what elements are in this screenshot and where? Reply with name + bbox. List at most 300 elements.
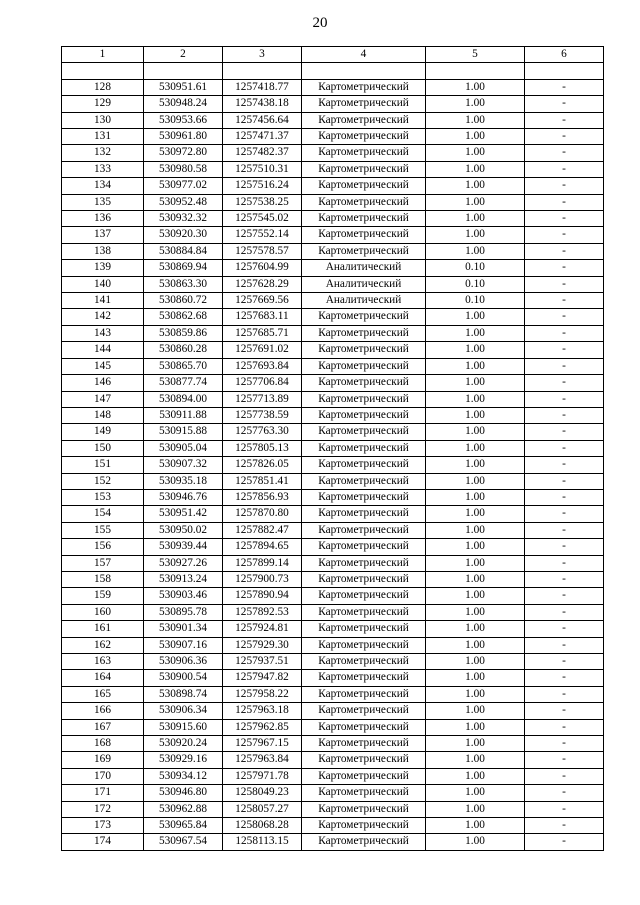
table-cell: Картометрический (302, 686, 426, 702)
table-cell: Картометрический (302, 768, 426, 784)
table-cell: Картометрический (302, 407, 426, 423)
table-cell: 1.00 (426, 489, 525, 505)
table-cell: 129 (62, 96, 144, 112)
table-cell: 1.00 (426, 407, 525, 423)
table-cell: 1257937.51 (223, 654, 302, 670)
table-cell: 1257545.02 (223, 211, 302, 227)
table-cell: - (525, 571, 604, 587)
table-cell: - (525, 375, 604, 391)
table-cell: 168 (62, 736, 144, 752)
table-cell: 1258113.15 (223, 834, 302, 850)
table-cell: - (525, 161, 604, 177)
table-cell: Картометрический (302, 604, 426, 620)
table-cell: 530907.32 (144, 457, 223, 473)
table-cell: 1.00 (426, 719, 525, 735)
table-row (62, 293, 604, 309)
table-cell: 1.00 (426, 178, 525, 194)
table-cell: 1257892.53 (223, 604, 302, 620)
table-row (62, 834, 604, 850)
table-cell: 0.10 (426, 276, 525, 292)
table-cell: - (525, 325, 604, 341)
table-row (62, 145, 604, 161)
table-cell: 530920.30 (144, 227, 223, 243)
table-cell: 1257890.94 (223, 588, 302, 604)
table-cell: Картометрический (302, 801, 426, 817)
table-cell: 1.00 (426, 325, 525, 341)
table-cell: 1257471.37 (223, 129, 302, 145)
table-cell: 1257578.57 (223, 243, 302, 259)
table-cell: 530953.66 (144, 112, 223, 128)
table-row (62, 768, 604, 784)
table-cell: 1257963.18 (223, 703, 302, 719)
table-cell: Картометрический (302, 506, 426, 522)
table-cell: 1257538.25 (223, 194, 302, 210)
table-cell: - (525, 276, 604, 292)
table-cell: 1257899.14 (223, 555, 302, 571)
column-header: 1 (62, 47, 144, 63)
table-row (62, 375, 604, 391)
table-cell: 530977.02 (144, 178, 223, 194)
table-cell: 154 (62, 506, 144, 522)
table-row (62, 391, 604, 407)
table-cell: 530906.36 (144, 654, 223, 670)
table-cell: 1.00 (426, 211, 525, 227)
table-cell: 1257418.77 (223, 79, 302, 95)
table-row (62, 440, 604, 456)
table-cell: - (525, 457, 604, 473)
table-cell: 166 (62, 703, 144, 719)
table-cell: 1257693.84 (223, 358, 302, 374)
table-cell: 530950.02 (144, 522, 223, 538)
table-cell: 530934.12 (144, 768, 223, 784)
table-cell: - (525, 539, 604, 555)
table-cell: 530900.54 (144, 670, 223, 686)
table-cell: - (525, 440, 604, 456)
table-cell: 1257929.30 (223, 637, 302, 653)
table-row (62, 736, 604, 752)
table-cell: - (525, 194, 604, 210)
column-header: 5 (426, 47, 525, 63)
table-cell: 1.00 (426, 654, 525, 670)
table-cell: 1.00 (426, 703, 525, 719)
table-cell: 136 (62, 211, 144, 227)
table-row (62, 243, 604, 259)
table-cell: 1257738.59 (223, 407, 302, 423)
table-cell: 1.00 (426, 670, 525, 686)
table-cell: 1257958.22 (223, 686, 302, 702)
table-cell: 1257706.84 (223, 375, 302, 391)
table-cell: Картометрический (302, 539, 426, 555)
page-number: 20 (312, 15, 328, 31)
table-cell: 172 (62, 801, 144, 817)
table-cell: 1.00 (426, 96, 525, 112)
table-cell: 1.00 (426, 785, 525, 801)
table-cell: 530898.74 (144, 686, 223, 702)
table-cell: 1257691.02 (223, 342, 302, 358)
table-cell: Картометрический (302, 129, 426, 145)
table-cell: 530961.80 (144, 129, 223, 145)
table-cell: - (525, 342, 604, 358)
table-cell: 1.00 (426, 457, 525, 473)
table-cell: 164 (62, 670, 144, 686)
table-cell: 133 (62, 161, 144, 177)
table-cell: - (525, 145, 604, 161)
table-cell: - (525, 424, 604, 440)
table-cell: 135 (62, 194, 144, 210)
table-cell: - (525, 637, 604, 653)
table-cell: 1.00 (426, 621, 525, 637)
table-cell: 1257971.78 (223, 768, 302, 784)
table-cell: - (525, 555, 604, 571)
table-cell: 530907.16 (144, 637, 223, 653)
table-cell: 1257685.71 (223, 325, 302, 341)
table-cell: 530860.28 (144, 342, 223, 358)
table-cell: Аналитический (302, 260, 426, 276)
table-cell: 530905.04 (144, 440, 223, 456)
table-cell: 530920.24 (144, 736, 223, 752)
table-cell: 530884.84 (144, 243, 223, 259)
table-cell: 1257894.65 (223, 539, 302, 555)
table-cell: Картометрический (302, 621, 426, 637)
table-body (62, 63, 604, 850)
table-cell: 137 (62, 227, 144, 243)
table-row (62, 637, 604, 653)
table-cell: - (525, 129, 604, 145)
table-cell (144, 63, 223, 79)
table-row (62, 670, 604, 686)
table-cell: 1.00 (426, 818, 525, 834)
table-cell: - (525, 686, 604, 702)
table-cell: Картометрический (302, 719, 426, 735)
table-cell: - (525, 79, 604, 95)
table-cell: Картометрический (302, 145, 426, 161)
table-cell: 169 (62, 752, 144, 768)
table-cell: - (525, 96, 604, 112)
table-cell (62, 63, 144, 79)
table-row (62, 506, 604, 522)
table-cell: Картометрический (302, 654, 426, 670)
table-cell: 530935.18 (144, 473, 223, 489)
table-cell: Картометрический (302, 227, 426, 243)
table-cell: 1257482.37 (223, 145, 302, 161)
table-cell: 139 (62, 260, 144, 276)
table-cell: - (525, 785, 604, 801)
table-cell: 156 (62, 539, 144, 555)
table-row (62, 752, 604, 768)
table-cell: 163 (62, 654, 144, 670)
table-cell: Картометрический (302, 834, 426, 850)
table-cell: 144 (62, 342, 144, 358)
column-header: 4 (302, 47, 426, 63)
table-row (62, 588, 604, 604)
table-cell: 149 (62, 424, 144, 440)
table-cell: 1.00 (426, 801, 525, 817)
table-row (62, 571, 604, 587)
table-cell: - (525, 391, 604, 407)
table-cell: Картометрический (302, 818, 426, 834)
table-cell: Картометрический (302, 424, 426, 440)
table-cell: 131 (62, 129, 144, 145)
table-cell: Картометрический (302, 703, 426, 719)
table-row (62, 96, 604, 112)
table-cell: 148 (62, 407, 144, 423)
table-cell: 1.00 (426, 440, 525, 456)
table-cell: - (525, 588, 604, 604)
table-cell: 1257967.15 (223, 736, 302, 752)
table-cell: Аналитический (302, 276, 426, 292)
table-cell: 1.00 (426, 588, 525, 604)
table-cell: 174 (62, 834, 144, 850)
table-cell: 1.00 (426, 686, 525, 702)
table-cell: - (525, 407, 604, 423)
table-cell: 1257552.14 (223, 227, 302, 243)
table-cell: 1257826.05 (223, 457, 302, 473)
table-cell: 1258049.23 (223, 785, 302, 801)
table-cell: 1.00 (426, 522, 525, 538)
table-row (62, 194, 604, 210)
table-cell: 1.00 (426, 342, 525, 358)
table-cell: 1257604.99 (223, 260, 302, 276)
table-row (62, 407, 604, 423)
table-cell: Картометрический (302, 358, 426, 374)
table-cell: - (525, 506, 604, 522)
table-cell: 128 (62, 79, 144, 95)
table-cell: 1.00 (426, 539, 525, 555)
table-row (62, 342, 604, 358)
table-cell: 0.10 (426, 260, 525, 276)
table-cell: 1258068.28 (223, 818, 302, 834)
table-cell: 1.00 (426, 752, 525, 768)
table-cell: Картометрический (302, 178, 426, 194)
table-cell: - (525, 358, 604, 374)
table-cell: 530952.48 (144, 194, 223, 210)
table-cell: 1257924.81 (223, 621, 302, 637)
table-cell: 1.00 (426, 571, 525, 587)
table-row (62, 818, 604, 834)
table-cell: 530894.00 (144, 391, 223, 407)
table-cell: 1.00 (426, 604, 525, 620)
table-cell: 1.00 (426, 112, 525, 128)
table-cell: - (525, 178, 604, 194)
table-cell: 157 (62, 555, 144, 571)
table-cell: 530913.24 (144, 571, 223, 587)
table-row (62, 276, 604, 292)
table-cell: 530951.42 (144, 506, 223, 522)
table-cell: Картометрический (302, 670, 426, 686)
table-cell: 155 (62, 522, 144, 538)
table-cell: 530877.74 (144, 375, 223, 391)
table-row (62, 358, 604, 374)
table-cell: Картометрический (302, 194, 426, 210)
table-cell: 1257947.82 (223, 670, 302, 686)
table-cell: Картометрический (302, 325, 426, 341)
table-cell: 530860.72 (144, 293, 223, 309)
table-cell: Картометрический (302, 473, 426, 489)
table-cell: Картометрический (302, 571, 426, 587)
table-row (62, 719, 604, 735)
table-cell: 1257763.30 (223, 424, 302, 440)
table-cell: - (525, 818, 604, 834)
table-row (62, 260, 604, 276)
table-cell: 530895.78 (144, 604, 223, 620)
table-cell: 530863.30 (144, 276, 223, 292)
table-row (62, 686, 604, 702)
table-cell: - (525, 473, 604, 489)
table-cell: - (525, 752, 604, 768)
table-cell: 530980.58 (144, 161, 223, 177)
table-cell: 1257669.56 (223, 293, 302, 309)
table-cell: 1257856.93 (223, 489, 302, 505)
table-cell: 1.00 (426, 79, 525, 95)
table-row (62, 473, 604, 489)
table-cell: 1.00 (426, 227, 525, 243)
table-cell: 162 (62, 637, 144, 653)
table-cell: 530929.16 (144, 752, 223, 768)
table-cell: - (525, 112, 604, 128)
column-header: 2 (144, 47, 223, 63)
table-row (62, 489, 604, 505)
table-cell: Картометрический (302, 457, 426, 473)
column-header: 6 (525, 47, 604, 63)
table-row (62, 178, 604, 194)
table-cell: 1257900.73 (223, 571, 302, 587)
table-cell: 530903.46 (144, 588, 223, 604)
table-cell: 1258057.27 (223, 801, 302, 817)
table-cell: 160 (62, 604, 144, 620)
table-cell: 1257516.24 (223, 178, 302, 194)
table-cell: - (525, 309, 604, 325)
table-cell: 152 (62, 473, 144, 489)
table-cell: 530869.94 (144, 260, 223, 276)
column-header: 3 (223, 47, 302, 63)
table-row (62, 325, 604, 341)
table-cell: 1.00 (426, 555, 525, 571)
table-row (62, 522, 604, 538)
table-cell: 1257628.29 (223, 276, 302, 292)
table-cell: - (525, 227, 604, 243)
table-cell: 140 (62, 276, 144, 292)
table-cell: - (525, 489, 604, 505)
table-cell: Картометрический (302, 79, 426, 95)
table-cell: Картометрический (302, 375, 426, 391)
table-cell: 1.00 (426, 473, 525, 489)
table-cell: 1.00 (426, 243, 525, 259)
table-cell: 1257683.11 (223, 309, 302, 325)
table-cell (302, 63, 426, 79)
table-cell: 159 (62, 588, 144, 604)
table-cell: 138 (62, 243, 144, 259)
table-row (62, 703, 604, 719)
table-cell: Картометрический (302, 440, 426, 456)
table-cell: 134 (62, 178, 144, 194)
table-row (62, 309, 604, 325)
table-row (62, 785, 604, 801)
table-cell: Картометрический (302, 161, 426, 177)
table-cell: - (525, 719, 604, 735)
table-row (62, 539, 604, 555)
table-cell: 151 (62, 457, 144, 473)
table-header-row (62, 47, 604, 63)
table-cell: 530859.86 (144, 325, 223, 341)
table-cell: 130 (62, 112, 144, 128)
table-cell: 165 (62, 686, 144, 702)
table-cell: 1257510.31 (223, 161, 302, 177)
table-cell: - (525, 604, 604, 620)
table-cell: 161 (62, 621, 144, 637)
table-cell (426, 63, 525, 79)
table-cell: 1.00 (426, 391, 525, 407)
table-cell (223, 63, 302, 79)
table-cell: 1.00 (426, 768, 525, 784)
table-cell: - (525, 243, 604, 259)
table-cell: 1257870.80 (223, 506, 302, 522)
table-cell: 1.00 (426, 358, 525, 374)
table-cell: - (525, 801, 604, 817)
table-cell: 1257882.47 (223, 522, 302, 538)
table-cell: 530967.54 (144, 834, 223, 850)
table-cell: 530939.44 (144, 539, 223, 555)
table-cell: 530927.26 (144, 555, 223, 571)
table-cell: 173 (62, 818, 144, 834)
table-cell: 530946.76 (144, 489, 223, 505)
table-cell: Картометрический (302, 522, 426, 538)
table-row (62, 604, 604, 620)
table-cell: 1.00 (426, 129, 525, 145)
table-cell: Картометрический (302, 752, 426, 768)
table-cell: 530915.88 (144, 424, 223, 440)
table-cell: Картометрический (302, 785, 426, 801)
table-cell: Картометрический (302, 96, 426, 112)
table-cell: 530915.60 (144, 719, 223, 735)
table-cell: 1.00 (426, 375, 525, 391)
table-row (62, 79, 604, 95)
table-cell: 530946.80 (144, 785, 223, 801)
table-cell: 1.00 (426, 145, 525, 161)
table-cell: Аналитический (302, 293, 426, 309)
table-cell: 530965.84 (144, 818, 223, 834)
table-cell: 1257963.84 (223, 752, 302, 768)
table-row (62, 211, 604, 227)
table-cell: 171 (62, 785, 144, 801)
table-cell: 530906.34 (144, 703, 223, 719)
table-cell: 153 (62, 489, 144, 505)
table-row (62, 801, 604, 817)
table-cell: Картометрический (302, 243, 426, 259)
table-cell: 1257962.85 (223, 719, 302, 735)
table-row (62, 424, 604, 440)
table-row (62, 457, 604, 473)
table-cell: 1257805.13 (223, 440, 302, 456)
table-cell: 158 (62, 571, 144, 587)
table-cell: 1.00 (426, 161, 525, 177)
table-cell: - (525, 293, 604, 309)
table-cell: - (525, 621, 604, 637)
table-cell: 530962.88 (144, 801, 223, 817)
table-cell: 146 (62, 375, 144, 391)
table-row (62, 227, 604, 243)
table-row (62, 112, 604, 128)
table-cell: 530901.34 (144, 621, 223, 637)
table-cell: Картометрический (302, 637, 426, 653)
table-cell: Картометрический (302, 211, 426, 227)
table-cell: 1.00 (426, 506, 525, 522)
table-cell: 530972.80 (144, 145, 223, 161)
table-cell: 1.00 (426, 637, 525, 653)
table-cell: Картометрический (302, 342, 426, 358)
table-cell: Картометрический (302, 489, 426, 505)
table-cell: 147 (62, 391, 144, 407)
table-cell: 1.00 (426, 194, 525, 210)
